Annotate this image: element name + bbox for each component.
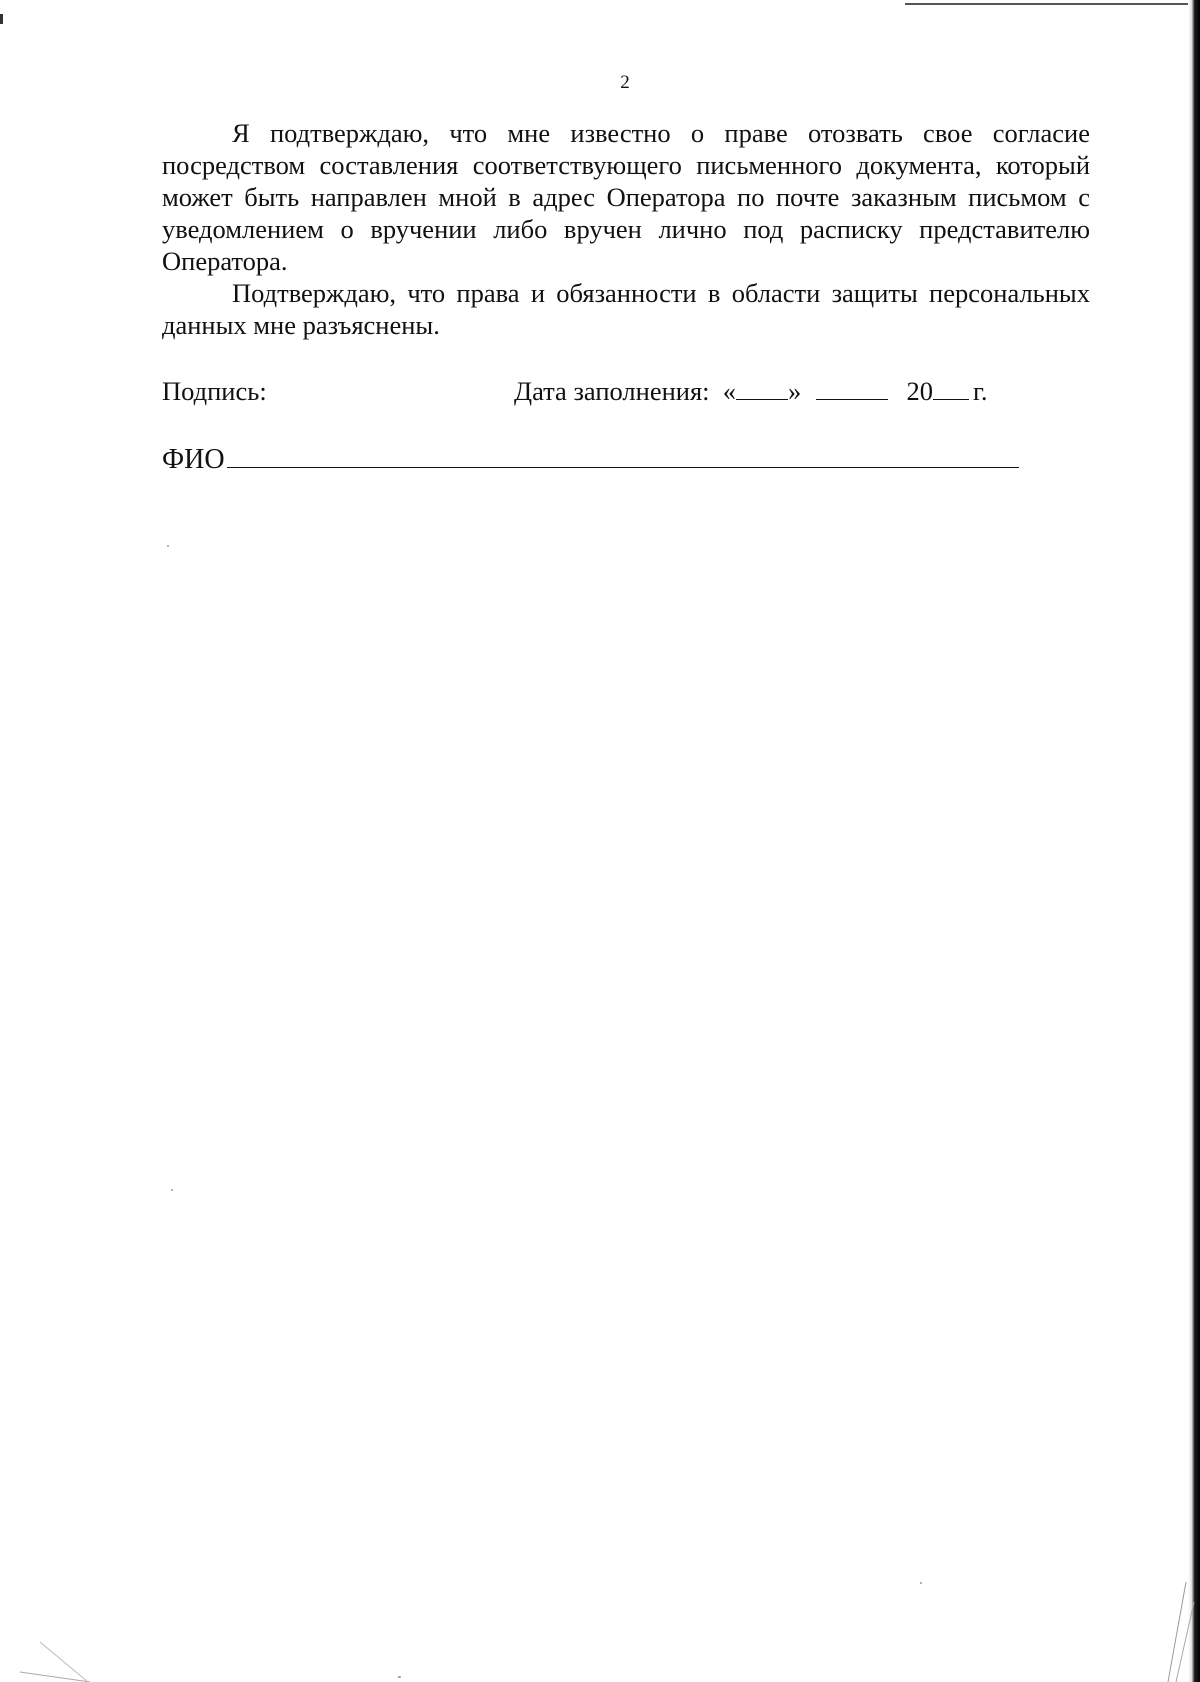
rights-explained-paragraph: Подтверждаю, что права и обязанности в области защиты персональных данных мне разъяснены. [162, 278, 1090, 340]
full-name-row [162, 441, 1019, 477]
page-number: 2 [620, 72, 630, 93]
consent-revocation-paragraph: Я подтверждаю, что мне известно о праве отозвать свое согласие посредством составления соответствующего письменного документа, который может быть направлен мной в адрес Оператора по почте заказным письмом с уведомлением о вручении либо вручен лично под расписку представителю Оператора. [162, 118, 1090, 276]
scan-speck [398, 1676, 401, 1678]
scan-speck [167, 545, 169, 547]
scan-corner-mark [0, 14, 3, 24]
open-quote: « [722, 376, 736, 406]
month-blank[interactable] [816, 375, 888, 400]
full-name-label: ФИО [162, 444, 225, 475]
scan-speck [171, 1189, 173, 1191]
scan-edge-line [905, 3, 1195, 5]
scan-corner-streaks [1150, 1572, 1200, 1682]
year-suffix: г. [973, 376, 988, 406]
fill-date-block [514, 374, 988, 408]
year-blank[interactable] [933, 375, 969, 400]
day-blank[interactable] [736, 375, 788, 400]
signature-label: Подпись: [162, 376, 267, 406]
full-name-blank[interactable] [227, 441, 1019, 468]
year-prefix: 20 [906, 376, 933, 406]
close-quote: » [788, 376, 802, 406]
signature-row [162, 374, 1022, 408]
document-body [162, 117, 1090, 341]
scan-corner-streaks [0, 1582, 120, 1682]
fill-date-label: Дата заполнения: [514, 376, 710, 406]
scan-edge-shadow [1188, 0, 1200, 1682]
scan-speck [920, 1582, 922, 1584]
